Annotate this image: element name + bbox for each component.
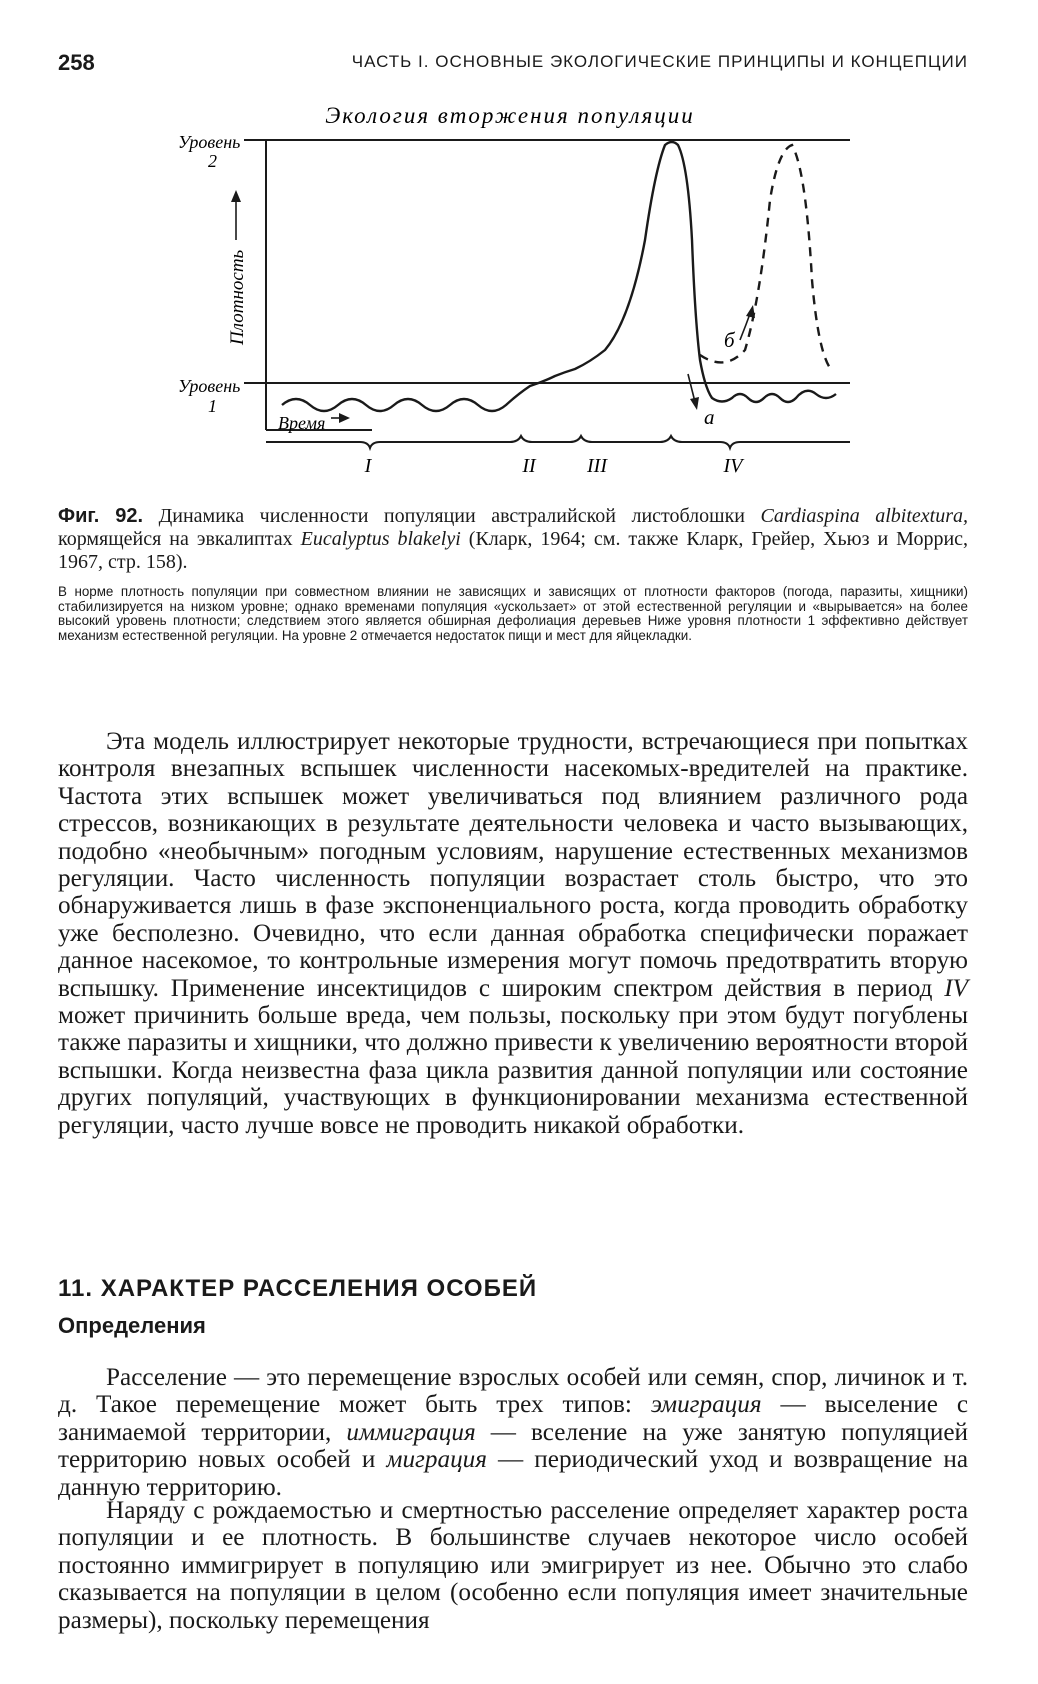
caption-text-1: Динамика численности популяции австралийской листоблошки (158, 505, 745, 527)
definitions-text-1: Расселение — это перемещение взрослых особей или семян, спор, личинок и т. д. Такое перемещение может быть трех типов: (58, 1364, 968, 1419)
figure-label: Фиг. 92. (58, 505, 144, 527)
population-curve (282, 142, 836, 411)
subheading: Определения (58, 1313, 206, 1338)
y-axis-label: Плотность (227, 249, 248, 345)
period-label-1: I (364, 455, 372, 477)
running-head: ЧАСТЬ I. ОСНОВНЫЕ ЭКОЛОГИЧЕСКИЕ ПРИНЦИПЫ И КОНЦЕПЦИИ (351, 52, 968, 71)
point-a-label: а (704, 405, 715, 429)
period-label-3: III (587, 455, 607, 477)
level-1-label: Уровень (178, 376, 241, 396)
paragraph-definitions (58, 1364, 968, 1501)
paragraph-1-text-before: Эта модель иллюстрирует некоторые трудности, встречающиеся при попытках контроля внезапных вспышек численности насекомых-вредителей на практике. Частота этих вспышек может увеличиваться под влиянием различного рода стрессов, возникающих в результате деятельности человека и часто вызывающих, подобно «необычным» погодным условиям, нарушение естественных механизмов регуляции. Часто численность популяции возрастает столь быстро, что это обнаруживается лишь в фазе экспоненциального роста, когда проводить обработку уже бесполезно. Очевидно, что если данная обработка специфически поражает данное насекомое, то контрольные измерения могут помочь предотвратить вторую вспышку. Применение инсектицидов с широким спектром действия в период (58, 728, 968, 1002)
period-label-2: II (522, 455, 536, 477)
point-b-arrowhead (746, 305, 755, 318)
term-immigration: иммиграция (346, 1418, 476, 1446)
caption-text-3: (Кларк, 1964; см. также Кларк, Грейер, Хьюз и Моррис, 1967, стр. 158). (58, 528, 969, 573)
definitions-text-3: — вселение на уже занятую популяцией территорию новых особей и (58, 1418, 969, 1474)
definitions-text-4: — периодический уход и возвращение на данную территорию. (58, 1446, 969, 1501)
population-dynamics-figure (0, 0, 1038, 480)
period-bracket (266, 436, 850, 448)
paragraph-1-period: IV (944, 974, 969, 1002)
term-emigration: эмиграция (650, 1391, 762, 1419)
caption-species-1: Cardiaspina albitextura, (760, 505, 969, 527)
paragraph-dispersal (58, 1497, 968, 1634)
period-label-4: IV (723, 455, 743, 477)
caption-species-2: Eucalyptus blakelyi (300, 528, 461, 550)
section-heading: 11. ХАРАКТЕР РАССЕЛЕНИЯ ОСОБЕЙ (58, 1275, 538, 1302)
term-migration: миграция (386, 1446, 487, 1474)
figure-note: В норме плотность популяции при совместном влиянии не зависящих и зависящих от плотности факторов (погода, паразиты, хищники) стабилизируется на низком уровне; однако временами популяция «ускользает» от этой естественной регуляции и «вырывается» на более высокий уровень плотности; следствием этого является обширная дефолиация деревьев Ниже уровня плотности 1 эффективно действует механизм естественной регуляции. На уровне 2 отмечается недостаток пищи и мест для яйцекладки. (58, 584, 968, 643)
page-number: 258 (58, 50, 95, 75)
point-a-arrow (688, 374, 695, 402)
figure-caption (58, 505, 968, 574)
caption-text-2: кормящейся на эвкалиптах (58, 528, 293, 550)
time-label: Время (278, 413, 326, 433)
y-axis-arrowhead (231, 190, 241, 202)
level-2-label: Уровень (178, 132, 241, 152)
point-b-label: б (724, 328, 735, 352)
paragraph-3-text: Наряду с рождаемостью и смертностью расселение определяет характер роста популяции и ее плотность. В большинстве случаев некоторое число особей постоянно иммигрирует в популяцию или эмигрирует из нее. Обычно это слабо сказывается на популяции в целом (особенно если популяция имеет значительные размеры), поскольку перемещения (58, 1497, 968, 1634)
second-outbreak-curve (700, 145, 830, 368)
figure-title: Экология вторжения популяции (325, 103, 695, 128)
definitions-text-2: — выселение с занимаемой территории, (58, 1391, 969, 1446)
point-a-arrowhead (690, 397, 699, 410)
level-1-number: 1 (208, 396, 217, 416)
paragraph-model (58, 728, 968, 1139)
paragraph-1-text-after: может причинить больше вреда, чем пользы, поскольку при этом будут погублены также паразиты и хищники, что должно привести к увеличению вероятности второй вспышки. Когда неизвестна фаза цикла развития данной популяции или состояние других популяций, участвующих в функционировании механизма естественной регуляции, часто лучше вовсе не проводить никакой обработки. (58, 1002, 968, 1139)
level-2-number: 2 (208, 151, 217, 171)
